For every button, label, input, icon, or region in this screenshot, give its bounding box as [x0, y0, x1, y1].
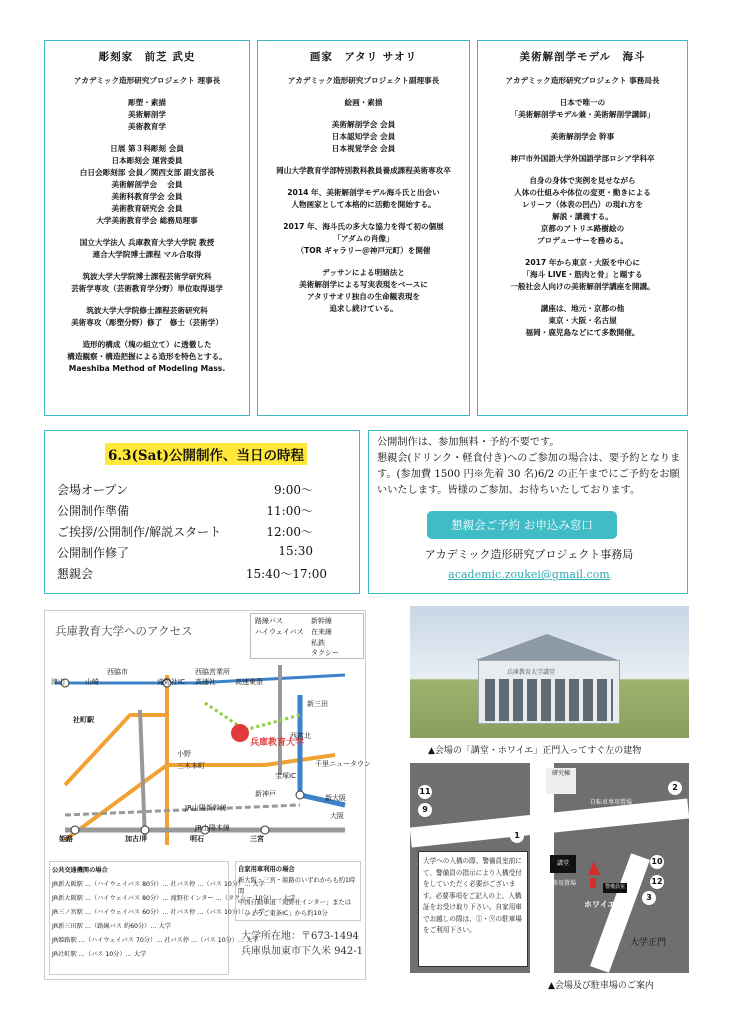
profile-name: 画家 アタリ サオリ	[309, 51, 418, 63]
schedule-label: 公開制作準備	[57, 504, 130, 518]
entrance-arrow-icon	[588, 861, 600, 875]
profile-line: （TOR ギャラリー＠神戸元町）を開催	[296, 246, 431, 255]
campus-caption: ▲会場及び駐車場のご案内	[548, 981, 654, 991]
profile-line: 京都のアトリエ路樹絵の	[540, 224, 625, 233]
shinkansen-east	[300, 695, 345, 805]
schedule-time: 12:00～	[266, 525, 313, 539]
profile-line: 「海斗 LIVE・筋肉と骨」と題する	[522, 270, 643, 279]
profile-line: 2017 年から東京・大阪を中心に	[525, 258, 640, 267]
schedule-row	[57, 481, 353, 498]
profile-line: アカデミック造形研究プロジェクト副理事長	[287, 76, 440, 85]
spacer	[482, 293, 683, 303]
legend-item: 新幹線	[311, 617, 332, 625]
reservation-button[interactable]: 懇親会ご予約 お申込み窓口	[427, 511, 617, 539]
profile-card-model	[477, 40, 688, 416]
profile-line: Maeshiba Method of Modeling Mass.	[68, 364, 226, 373]
station-label: 小野	[177, 750, 191, 758]
spacer	[49, 329, 245, 339]
station-label: 高速社	[195, 678, 216, 686]
schedule-row	[57, 565, 353, 582]
car-row: 中国自動車道「滝野社インター」または「ひょうご東条IC」から約10分	[238, 899, 352, 917]
email-link[interactable]: academic.zoukei@gmail.com	[448, 568, 610, 581]
entry-notice: 大学への入構の際、警備員室前にて、警備員の指示により入構受付をしていただく必要がございます。必要事項をご記入の上、入構証をお受け取り下さい。自家用車でお越しの際は、①・⑨の駐車場をご利用下さい。	[418, 851, 528, 967]
profile-line: 日本認知学会 会員	[331, 132, 396, 141]
profile-line: 日本視覚学会 会員	[331, 144, 396, 153]
building-sign: 兵庫教育大学講堂	[507, 669, 556, 676]
schedule-time: 15:30	[278, 544, 313, 558]
profile-line: 筑波大学大学院修士課程芸術研究科	[86, 306, 208, 315]
schedule-row	[57, 502, 353, 519]
profile-line: 美術解剖学会 会員	[331, 120, 396, 129]
profile-line: 2014 年、美術解剖学モデル海斗氏と出会い	[287, 188, 440, 197]
guard-room: 警備員室	[603, 883, 627, 893]
legend-item: タクシー	[311, 649, 339, 657]
profile-line: プロデューサーを務める。	[537, 236, 628, 245]
schedule-row	[57, 523, 353, 540]
station-label: 加古川	[125, 835, 146, 843]
car-title: 自家用車利用の場合	[238, 866, 295, 873]
station-label: 西脇市	[107, 668, 128, 676]
station-label: JR山陽本線	[195, 824, 230, 832]
transport-row: JR姫路駅 …（ハイウェイバス 70分）… 社バス停 …（バス 10分）… 大学	[52, 937, 259, 944]
profile-line: 芸術学専攻（芸術教育学分野）単位取得退学	[71, 284, 223, 293]
spacer	[482, 165, 683, 175]
profile-line: 筑波大学大学院博士課程芸術学研究科	[82, 272, 212, 281]
station-label: 山崎	[85, 678, 99, 686]
profile-line: 美術解剖学	[128, 110, 166, 119]
schedule-time: 9:00～	[274, 483, 313, 497]
schedule-row	[57, 544, 353, 561]
station-label: 大阪	[330, 812, 344, 820]
parking-number: 9	[418, 803, 432, 817]
spacer	[49, 227, 245, 237]
profile-line: 日本彫刻会 運営委員	[111, 156, 183, 165]
access-map	[44, 610, 371, 980]
spacer	[482, 121, 683, 131]
profile-line: 彫塑・素描	[128, 98, 166, 107]
spacer	[262, 87, 465, 97]
spacer	[262, 155, 465, 165]
building-label: 自転車専用置場	[590, 799, 633, 806]
info-text	[377, 435, 681, 499]
station-label: 千里ニュータウン	[315, 760, 371, 768]
profile-line: 日本で唯一の	[559, 98, 606, 107]
spacer	[49, 133, 245, 143]
profile-line: 美術解剖学による写実表現をベースに	[299, 280, 428, 289]
schedule-label: 懇親会	[57, 567, 94, 581]
info-box	[368, 430, 688, 594]
schedule-label: ご挨拶/公開制作/解説スタート	[57, 525, 222, 539]
profile-name: 美術解剖学モデル 海斗	[519, 51, 646, 63]
auditorium: 講堂	[550, 855, 576, 873]
profile-line: 東京・大阪・名古屋	[548, 316, 617, 325]
profile-line: アカデミック造形研究プロジェクト 事務局長	[505, 76, 660, 85]
station-label: 明石	[190, 835, 204, 843]
profile-line: 国立大学法人 兵庫教育大学大学院 教授	[79, 238, 215, 247]
profile-lines	[262, 75, 465, 315]
profile-lines	[49, 75, 245, 375]
address-line: 兵庫県加東市下久米 942-1	[241, 946, 364, 957]
spacer	[262, 211, 465, 221]
legend-item: 私鉄	[311, 639, 325, 647]
schedule-box	[44, 430, 360, 594]
station-label: 新三田	[307, 700, 328, 708]
glass-windows	[485, 679, 613, 721]
profile-line: 「アダムの肖像」	[333, 234, 394, 243]
schedule-label: 会場オープン	[57, 483, 128, 497]
profile-card-sculptor	[44, 40, 250, 416]
spacer	[262, 257, 465, 267]
parking-number: 11	[418, 785, 432, 799]
profile-line: 大学美術教育学会 総務局理事	[96, 216, 198, 225]
university-label: 兵庫教育大学	[250, 738, 305, 748]
spacer	[49, 261, 245, 271]
spacer	[262, 177, 465, 187]
transport-row: JR新大阪駅 …（ハイウェイバス 80分）… 社バス停 …（バス 10分）… 大学	[52, 881, 265, 888]
profile-line: 自身の身体で実例を見せながら	[529, 176, 636, 185]
profile-line: 「美術解剖学モデル兼・美術解剖学講師」	[510, 110, 655, 119]
transport-row: JR新大阪駅 …（ハイウェイバス 80分）… 滝野社インター …（タクシー 10分）… 大学	[52, 895, 296, 902]
organizer-name: アカデミック造形研究プロジェクト事務局	[424, 548, 634, 561]
profile-line: 白日会彫刻部 会員／関西支部 副支部長	[79, 168, 215, 177]
campus-map	[410, 763, 689, 973]
legend-item: 路線バス	[255, 617, 283, 625]
profile-line: 人体の仕組みや体位の変更・動きによる	[514, 188, 651, 197]
parking-number: 12	[650, 875, 664, 889]
spacer	[482, 247, 683, 257]
map-legend	[250, 613, 364, 659]
schedule-time: 15:40～17:00	[245, 567, 327, 581]
jr-kakogawa-line	[140, 710, 145, 840]
spacer	[482, 87, 683, 97]
car-access-table	[235, 861, 361, 921]
info-text-free: 公開制作は、参加無料・予約不要です。	[377, 437, 560, 448]
station-label: 宝塚IC	[275, 772, 296, 780]
parking-number: 1	[510, 829, 524, 843]
profile-line: 美術科教育学会 会員	[111, 192, 183, 201]
entrance-arrow-icon	[590, 878, 596, 888]
transport-title: 公共交通機関の場合	[52, 867, 108, 874]
profile-line: 美術解剖学会 幹事	[550, 132, 615, 141]
building-label: 研究棟	[546, 768, 576, 794]
profile-line: 日展 第３科彫刻 会員	[110, 144, 184, 153]
transport-row: JR社町駅 …（バス 10分）… 大学	[52, 951, 147, 958]
station-label: 新神戸	[255, 790, 276, 798]
profile-line: 美術解剖学会 会員	[111, 180, 183, 189]
spacer	[49, 295, 245, 305]
legend-item: ハイウェイバス	[255, 628, 304, 636]
profile-line: 講座は、地元・京都の他	[540, 304, 625, 313]
station-label: 高速東条	[235, 678, 263, 686]
car-row: 新大阪・三宮・姫路のいずれからも約1時間	[238, 877, 356, 895]
main-gate-label: 大学正門	[630, 938, 667, 948]
legend-item: 在来線	[311, 628, 332, 636]
station-label: 滝野社IC	[157, 678, 185, 686]
building-photo	[410, 606, 689, 738]
profile-line: 一般社会人向けの美術解剖学講座を開講。	[510, 282, 655, 291]
foyer-label: ホワイエ	[584, 900, 616, 909]
photo-caption: ▲会場の「講堂・ホワイエ」正門入ってすぐ左の建物	[428, 746, 642, 756]
roof	[458, 634, 636, 660]
address	[241, 929, 363, 959]
profile-line: アタリサオリ独自の生命観表現を	[306, 292, 421, 301]
profile-line: レリーフ（体表の凹凸）の現れ方を	[521, 200, 644, 209]
profile-line: 美術専攻（彫塑分野）修了 修士（芸術学）	[71, 318, 223, 327]
building-facade	[478, 660, 620, 724]
parking-number: 2	[668, 781, 682, 795]
profile-card-painter	[257, 40, 470, 416]
profile-lines	[482, 75, 683, 339]
transport-row: JR新三田駅 …（路線バス 約60分）… 大学	[52, 923, 171, 930]
profile-line: 神戸市外国語大学外国語学部ロシア学科卒	[510, 154, 655, 163]
taxi-route	[205, 703, 300, 730]
profile-line: 連合大学院博士課程 マル合取得	[92, 250, 202, 259]
profile-line: 美術教育学	[128, 122, 166, 131]
schedule-time: 11:00～	[266, 504, 313, 518]
station-label: 西脇営業所	[195, 668, 230, 676]
schedule-label: 公開制作修了	[57, 546, 130, 560]
parking-number: 10	[650, 855, 664, 869]
station-label: 三宮	[250, 835, 264, 843]
profile-line: 人物画家として本格的に活動を開始する。	[291, 200, 436, 209]
station-label: 三木本町	[177, 762, 205, 770]
profile-line: 岡山大学教育学部特別教科教員養成課程美術専攻卒	[276, 166, 451, 175]
spacer	[262, 109, 465, 119]
station-label: 社町駅	[73, 716, 94, 724]
station-label: JR山陽新幹線	[185, 804, 227, 812]
map-title: 兵庫教育大学へのアクセス	[55, 624, 193, 638]
schedule-title: 6.3(Sat)公開制作、当日の時程	[105, 443, 307, 465]
profile-line: 絵画・素描	[344, 98, 383, 107]
profile-name: 彫刻家 前芝 武史	[98, 51, 196, 63]
info-text-reserve: 懇親会(ドリンク・軽食付き)へのご参加の場合は、要予約となります。(参加費 1500 円※先着 30 名)6/2 の正午までにご予約をお願いいたします。皆様のご参加、お待ちいたしております。	[377, 453, 681, 496]
address-line: 大学所在地：〒673-1494	[241, 931, 359, 942]
profile-line: 構造観察・構造把握による造形を特色とする。	[67, 352, 227, 361]
station-label: 西宮北	[290, 732, 311, 740]
profile-line: 造形的構成（塊の組立て）に透徹した	[82, 340, 212, 349]
parking-number: 3	[642, 891, 656, 905]
station-label: 姫路	[59, 835, 73, 843]
station-label: 津山	[51, 678, 65, 686]
station-label: 新大阪	[325, 794, 346, 802]
university-marker	[231, 724, 249, 742]
spacer	[482, 143, 683, 153]
profile-line: 美術教育研究会 会員	[111, 204, 183, 213]
profile-line: デッサンによる明暗法と	[322, 268, 405, 277]
station-label: 中国池田	[85, 692, 113, 700]
profile-line: アカデミック造形研究プロジェクト 理事長	[73, 76, 221, 85]
transport-row: JR三ノ宮駅 …（ハイウェイバス 60分）… 社バス停 …（バス 10分）… 大学	[52, 909, 265, 916]
spacer	[49, 87, 245, 97]
profile-line: 解説・講義する。	[552, 212, 613, 221]
profile-line: 福岡・鹿児島などにて多数開催。	[525, 328, 640, 337]
profile-line: 2017 年、海斗氏の多大な協力を得て初の個展	[283, 222, 444, 231]
profile-line: 追求し続けている。	[329, 304, 398, 313]
bike-parking: 単車専用置場	[540, 880, 577, 887]
